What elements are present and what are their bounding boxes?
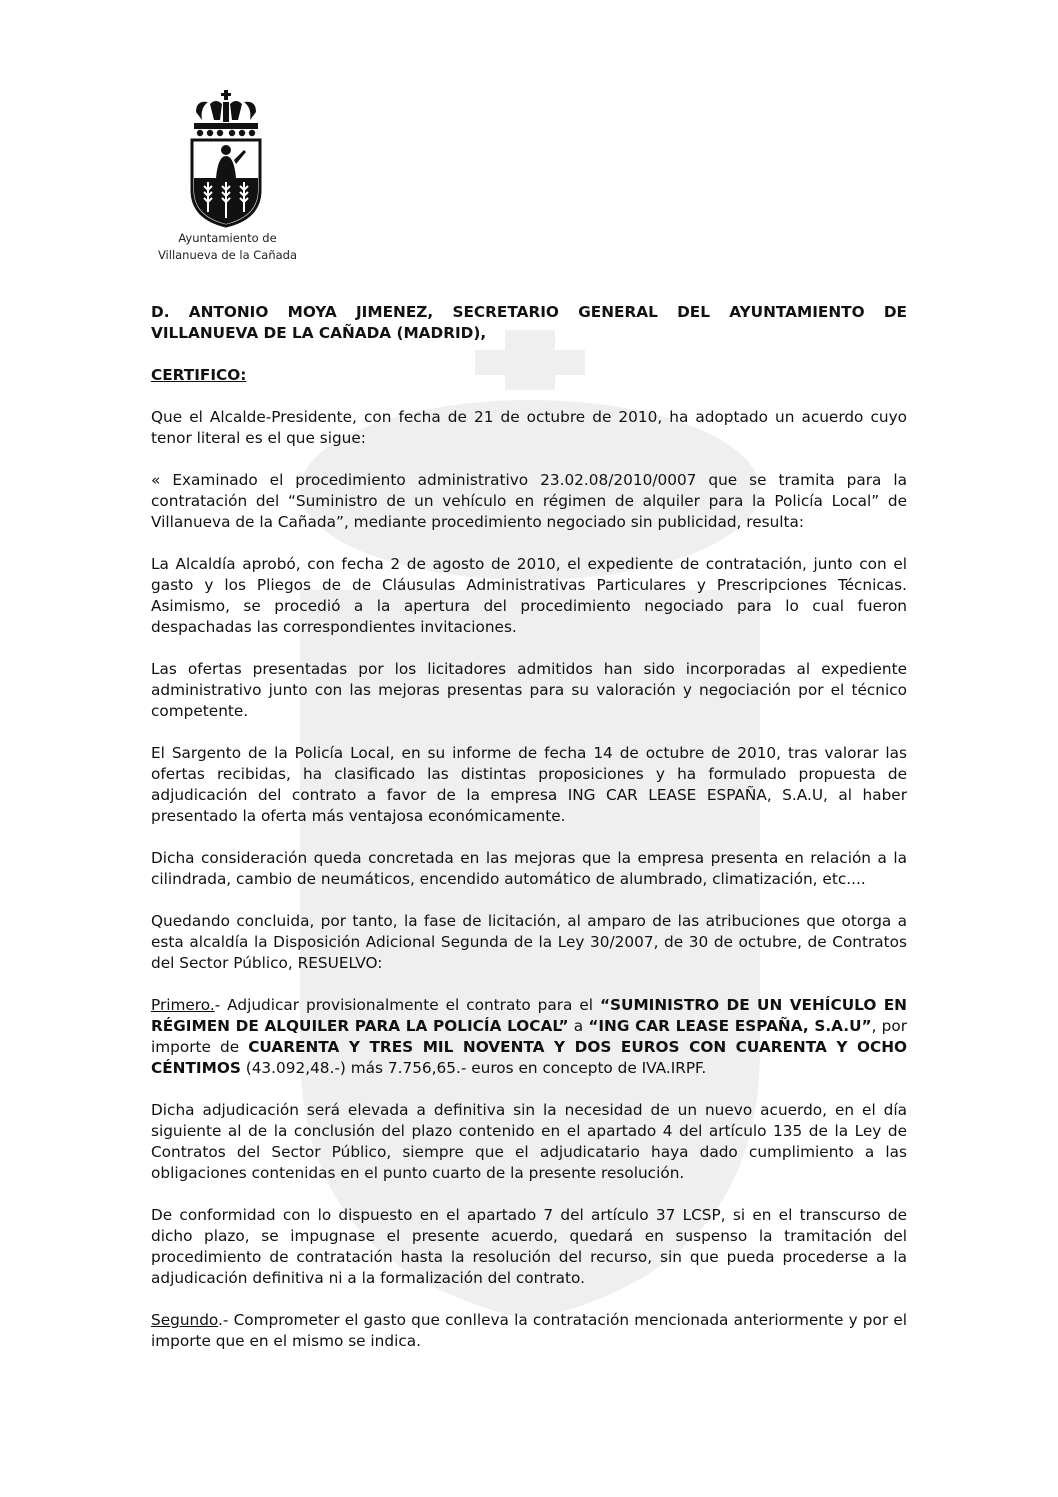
paragraph-segundo (151, 1310, 907, 1352)
certifico-text: CERTIFICO: (151, 366, 247, 384)
primero-text-4: (43.092,48.-) más 7.756,65.- euros en concepto de IVA.IRPF. (240, 1059, 707, 1077)
paragraph-5: El Sargento de la Policía Local, en su informe de fecha 14 de octubre de 2010, tras valorar las ofertas recibidas, ha clasificado las distintas proposiciones y ha formulado propuesta de adjudicación del contrato a favor de la empresa ING CAR LEASE ESPAÑA, S.A.U, al haber presentado la oferta más ventajosa económicamente. (151, 744, 907, 825)
paragraph-9: Dicha adjudicación será elevada a definitiva sin la necesidad de un nuevo acuerdo, en el día siguiente al de la conclusión del plazo contenido en el apartado 4 del artículo 135 de la Ley de Contratos del Sector Público, siempre que el adjudicatario haya dado cumplimiento a las obligaciones contenidas en el punto cuarto de la presente resolución. (151, 1101, 907, 1182)
paragraph-1: Que el Alcalde-Presidente, con fecha de 21 de octubre de 2010, ha adoptado un acuerdo cuyo tenor literal es el que sigue: (151, 408, 907, 447)
logo-caption-line1: Ayuntamiento de (178, 231, 277, 245)
coat-of-arms-icon (186, 90, 266, 230)
paragraph-6: Dicha consideración queda concretada en las mejoras que la empresa presenta en relación a la cilindrada, cambio de neumáticos, encendido automático de alumbrado, climatización, etc.... (151, 849, 907, 888)
primero-bold-3: CUARENTA Y TRES MIL NOVENTA Y DOS EUROS CON CUARENTA Y OCHO CÉNTIMOS (151, 1038, 907, 1077)
logo-caption-line2: Villanueva de la Cañada (157, 248, 298, 262)
primero-label: Primero. (151, 996, 215, 1014)
paragraph-2: « Examinado el procedimiento administrativo 23.02.08/2010/0007 que se tramita para la contratación del “Suministro de un vehículo en régimen de alquiler para la Policía Local” de Villanueva de la Cañada”, mediante procedimiento negociado sin publicidad, resulta: (151, 471, 907, 531)
primero-text-2: a (568, 1017, 589, 1035)
logo-caption (140, 230, 315, 264)
paragraph-4: Las ofertas presentadas por los licitadores admitidos han sido incorporadas al expediente administrativo junto con las mejoras presentas para su valoración y negociación por el técnico competente. (151, 660, 907, 720)
document-heading: D. ANTONIO MOYA JIMENEZ, SECRETARIO GENERAL DEL AYUNTAMIENTO DE VILLANUEVA DE LA CAÑADA (MADRID), (151, 303, 907, 342)
paragraph-10: De conformidad con lo dispuesto en el apartado 7 del artículo 37 LCSP, si en el transcurso de dicho plazo, se impugnase el presente acuerdo, quedará en suspenso la tramitación del procedimiento de contratación hasta la resolución del recurso, sin que pueda procederse a la adjudicación definitiva ni a la formalización del contrato. (151, 1206, 907, 1287)
primero-bold-1: “SUMINISTRO DE UN VEHÍCULO EN RÉGIMEN DE ALQUILER PARA LA POLICÍA LOCAL” (151, 996, 907, 1035)
paragraph-primero (151, 995, 907, 1079)
primero-text-1: - Adjudicar provisionalmente el contrato para el (214, 996, 600, 1014)
paragraph-3: La Alcaldía aprobó, con fecha 2 de agosto de 2010, el expediente de contratación, junto con el gasto y los Pliegos de de Cláusulas Administrativas Particulares y Prescripciones Técnicas. Asimismo, se procedió a la apertura del procedimiento negociado para lo cual fueron despachadas las correspondientes invitaciones. (151, 555, 907, 636)
certifico-label (151, 365, 907, 386)
primero-bold-2: “ING CAR LEASE ESPAÑA, S.A.U” (588, 1017, 872, 1035)
paragraph-7: Quedando concluida, por tanto, la fase de licitación, al amparo de las atribuciones que otorga a esta alcaldía la Disposición Adicional Segunda de la Ley 30/2007, de 30 de octubre, de Contratos del Sector Público, RESUELVO: (151, 912, 907, 972)
document-body (151, 302, 907, 1373)
segundo-label: Segundo (151, 1311, 219, 1329)
primero-text-3: , por importe de (151, 1017, 907, 1056)
segundo-text: .- Comprometer el gasto que conlleva la contratación mencionada anteriormente y por el importe que en el mismo se indica. (151, 1311, 907, 1350)
